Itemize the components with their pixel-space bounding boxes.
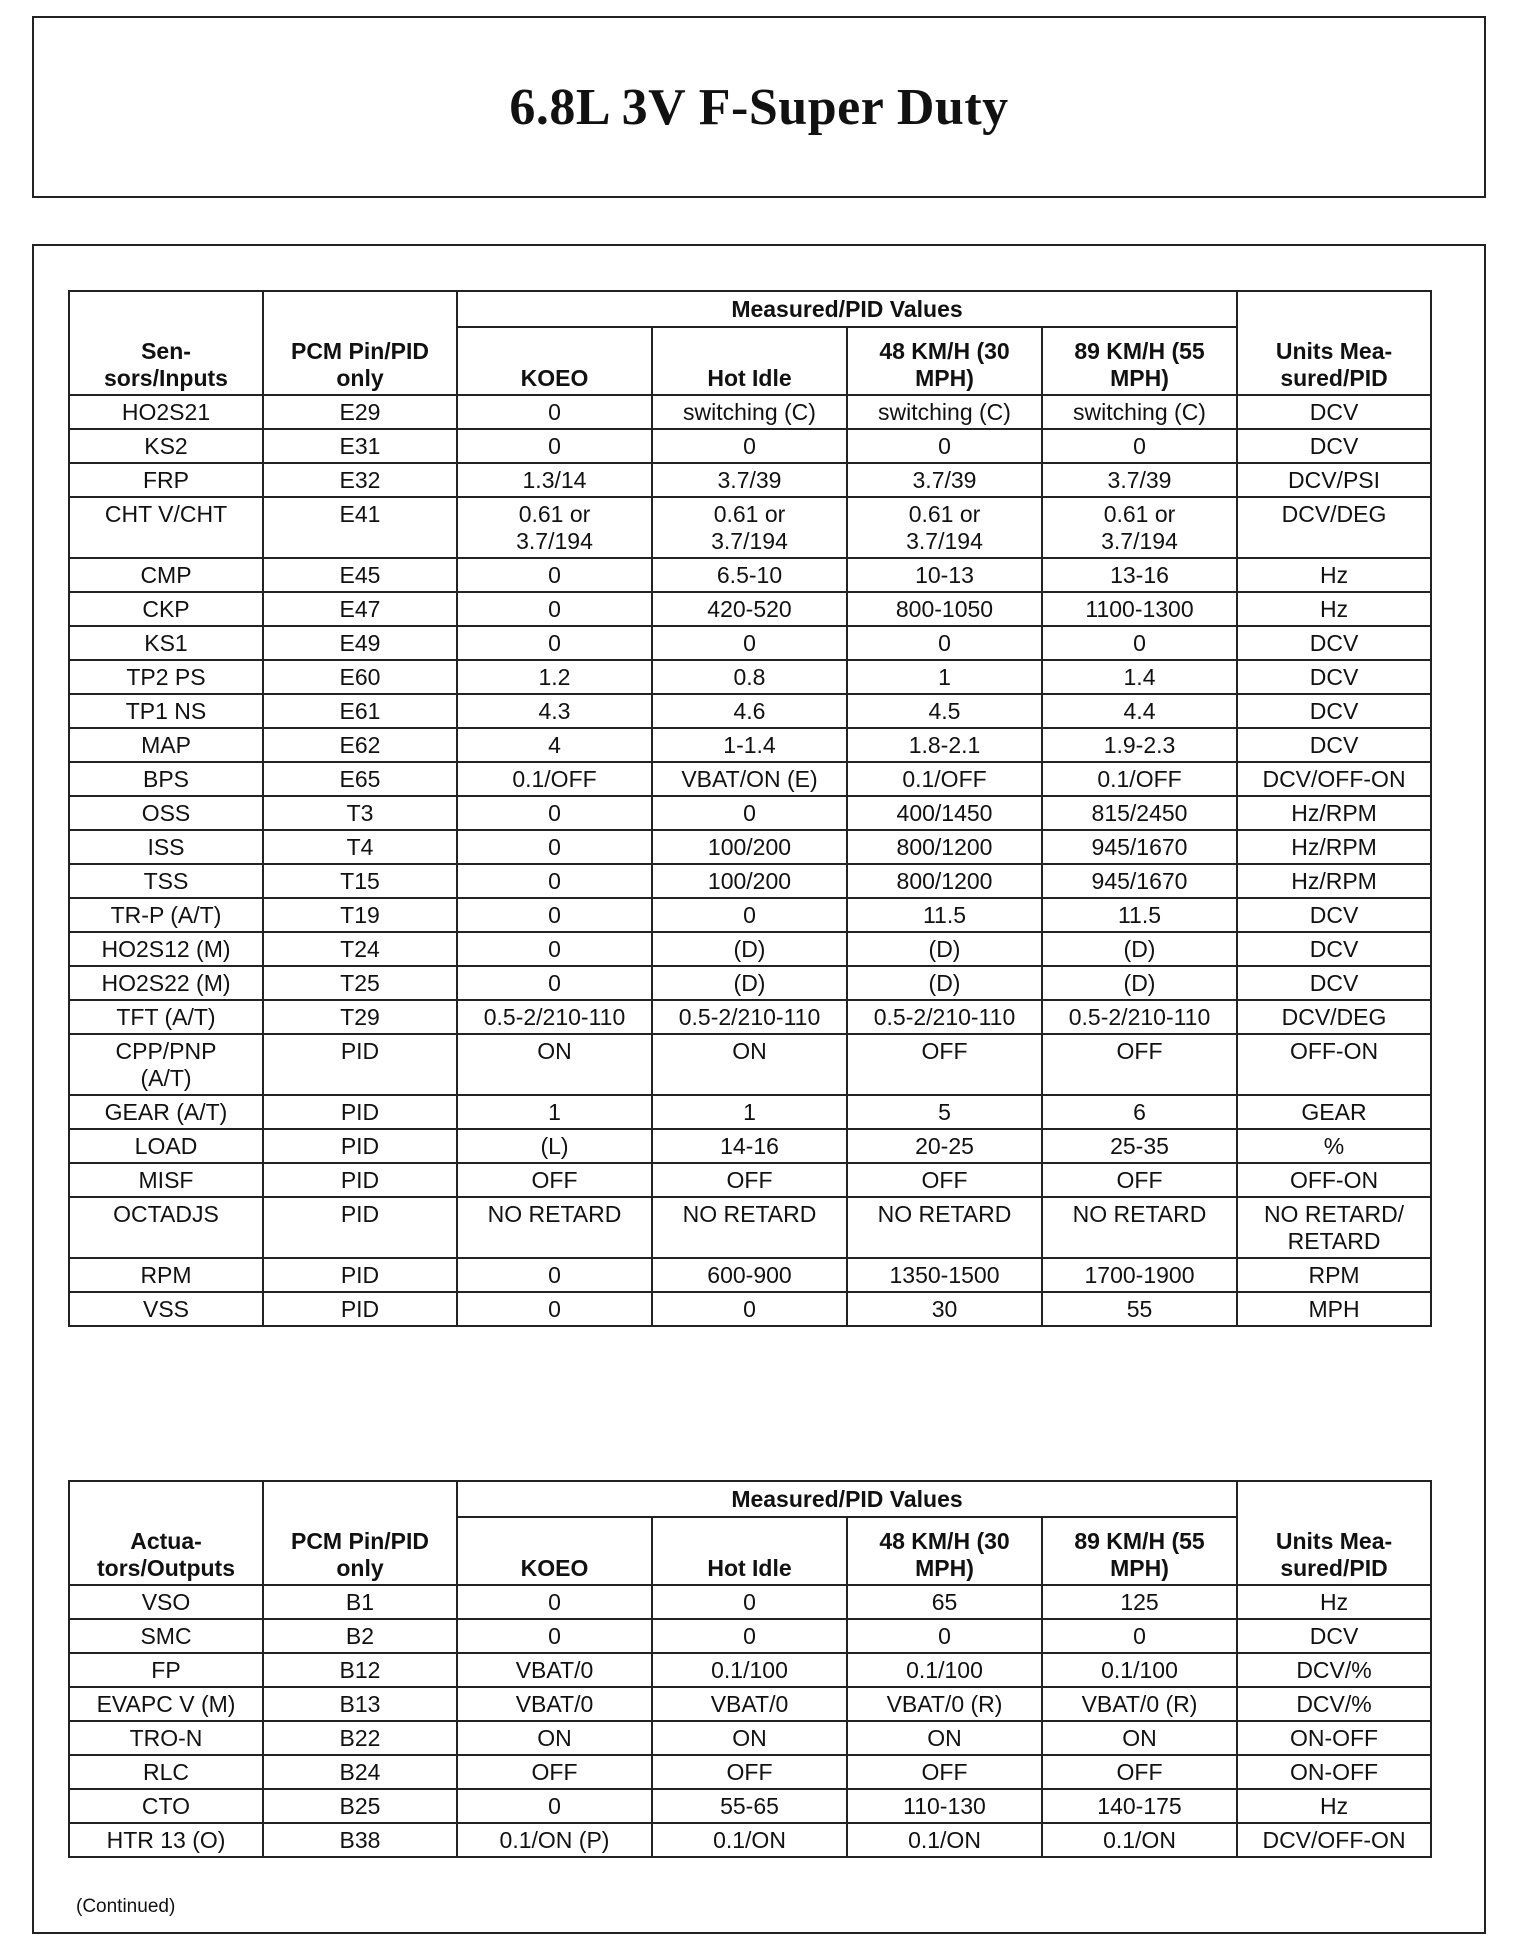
cell-hot-idle: 0.8	[652, 660, 847, 694]
cell-units: DCV	[1237, 626, 1431, 660]
cell-label: RLC	[69, 1755, 263, 1789]
cell-48kmh: 0.1/ON	[847, 1823, 1042, 1857]
cell-pcm-pin: B12	[263, 1653, 457, 1687]
cell-hot-idle: VBAT/0	[652, 1687, 847, 1721]
table-row	[69, 395, 1431, 429]
cell-89kmh: 815/2450	[1042, 796, 1237, 830]
cell-koeo: (L)	[457, 1129, 652, 1163]
cell-pcm-pin: T15	[263, 864, 457, 898]
cell-89kmh: 1700-1900	[1042, 1258, 1237, 1292]
cell-89kmh: 11.5	[1042, 898, 1237, 932]
cell-hot-idle: 0.61 or 3.7/194	[652, 497, 847, 558]
cell-48kmh: 0.61 or 3.7/194	[847, 497, 1042, 558]
cell-89kmh: 1.4	[1042, 660, 1237, 694]
cell-koeo: 1	[457, 1095, 652, 1129]
cell-label: KS2	[69, 429, 263, 463]
table-row	[69, 728, 1431, 762]
cell-48kmh: (D)	[847, 966, 1042, 1000]
table-row	[69, 1197, 1431, 1258]
cell-89kmh: VBAT/0 (R)	[1042, 1687, 1237, 1721]
cell-pcm-pin: E47	[263, 592, 457, 626]
cell-48kmh: 65	[847, 1585, 1042, 1619]
cell-48kmh: 0.1/100	[847, 1653, 1042, 1687]
cell-89kmh: OFF	[1042, 1755, 1237, 1789]
cell-koeo: ON	[457, 1721, 652, 1755]
cell-units: DCV	[1237, 694, 1431, 728]
cell-89kmh: 0.5-2/210-110	[1042, 1000, 1237, 1034]
cell-hot-idle: 0	[652, 626, 847, 660]
cell-pcm-pin: B24	[263, 1755, 457, 1789]
cell-48kmh: 1.8-2.1	[847, 728, 1042, 762]
table-row	[69, 463, 1431, 497]
table-row	[69, 1653, 1431, 1687]
cell-koeo: 0	[457, 830, 652, 864]
cell-units: DCV	[1237, 728, 1431, 762]
cell-hot-idle: OFF	[652, 1755, 847, 1789]
table-row	[69, 1258, 1431, 1292]
cell-48kmh: 20-25	[847, 1129, 1042, 1163]
table-row	[69, 1163, 1431, 1197]
cell-hot-idle: 1	[652, 1095, 847, 1129]
cell-units: MPH	[1237, 1292, 1431, 1326]
cell-pcm-pin: B1	[263, 1585, 457, 1619]
cell-label: TR-P (A/T)	[69, 898, 263, 932]
cell-48kmh: VBAT/0 (R)	[847, 1687, 1042, 1721]
cell-hot-idle: switching (C)	[652, 395, 847, 429]
table-row	[69, 1585, 1431, 1619]
cell-hot-idle: (D)	[652, 932, 847, 966]
cell-pcm-pin: E61	[263, 694, 457, 728]
cell-89kmh: 0	[1042, 626, 1237, 660]
cell-pcm-pin: T3	[263, 796, 457, 830]
cell-pcm-pin: E49	[263, 626, 457, 660]
table-row	[69, 1823, 1431, 1857]
cell-89kmh: NO RETARD	[1042, 1197, 1237, 1258]
cell-label: LOAD	[69, 1129, 263, 1163]
cell-label: TP2 PS	[69, 660, 263, 694]
cell-hot-idle: NO RETARD	[652, 1197, 847, 1258]
cell-48kmh: 3.7/39	[847, 463, 1042, 497]
tables-frame	[32, 244, 1486, 1934]
column-header-koeo: KOEO	[457, 1517, 652, 1585]
cell-units: ON-OFF	[1237, 1721, 1431, 1755]
cell-89kmh: 55	[1042, 1292, 1237, 1326]
table-row	[69, 1755, 1431, 1789]
cell-pcm-pin: PID	[263, 1292, 457, 1326]
cell-koeo: 0.5-2/210-110	[457, 1000, 652, 1034]
cell-units: Hz	[1237, 1585, 1431, 1619]
table-row	[69, 592, 1431, 626]
table-row	[69, 796, 1431, 830]
continued-note: (Continued)	[76, 1896, 176, 1917]
cell-label: HO2S22 (M)	[69, 966, 263, 1000]
cell-koeo: 0	[457, 864, 652, 898]
cell-hot-idle: OFF	[652, 1163, 847, 1197]
cell-label: TP1 NS	[69, 694, 263, 728]
cell-label: SMC	[69, 1619, 263, 1653]
cell-units: DCV	[1237, 395, 1431, 429]
cell-hot-idle: 0	[652, 796, 847, 830]
cell-hot-idle: 0.1/ON	[652, 1823, 847, 1857]
cell-label: OCTADJS	[69, 1197, 263, 1258]
cell-koeo: VBAT/0	[457, 1653, 652, 1687]
cell-koeo: 0	[457, 429, 652, 463]
cell-89kmh: 3.7/39	[1042, 463, 1237, 497]
cell-koeo: 0	[457, 395, 652, 429]
cell-89kmh: 1.9-2.3	[1042, 728, 1237, 762]
table-row	[69, 1095, 1431, 1129]
cell-units: NO RETARD/ RETARD	[1237, 1197, 1431, 1258]
cell-48kmh: OFF	[847, 1034, 1042, 1095]
table-row	[69, 830, 1431, 864]
cell-label: CHT V/CHT	[69, 497, 263, 558]
cell-pcm-pin: E45	[263, 558, 457, 592]
cell-hot-idle: 3.7/39	[652, 463, 847, 497]
cell-hot-idle: 0	[652, 898, 847, 932]
cell-pcm-pin: PID	[263, 1163, 457, 1197]
cell-pcm-pin: PID	[263, 1258, 457, 1292]
cell-koeo: 0	[457, 796, 652, 830]
cell-units: DCV	[1237, 898, 1431, 932]
cell-pcm-pin: B25	[263, 1789, 457, 1823]
cell-pcm-pin: E31	[263, 429, 457, 463]
cell-units: DCV	[1237, 932, 1431, 966]
cell-koeo: NO RETARD	[457, 1197, 652, 1258]
cell-89kmh: 6	[1042, 1095, 1237, 1129]
cell-pcm-pin: T24	[263, 932, 457, 966]
cell-koeo: OFF	[457, 1755, 652, 1789]
cell-hot-idle: 0	[652, 1292, 847, 1326]
cell-units: DCV/%	[1237, 1687, 1431, 1721]
cell-label: OSS	[69, 796, 263, 830]
cell-koeo: 0	[457, 592, 652, 626]
cell-units: OFF-ON	[1237, 1034, 1431, 1095]
cell-hot-idle: 0	[652, 1585, 847, 1619]
cell-koeo: 0	[457, 898, 652, 932]
column-header-actuators: Actua- tors/Outputs	[69, 1481, 263, 1585]
cell-units: Hz	[1237, 1789, 1431, 1823]
table-row	[69, 429, 1431, 463]
cell-pcm-pin: PID	[263, 1095, 457, 1129]
cell-89kmh: 945/1670	[1042, 864, 1237, 898]
cell-89kmh: 125	[1042, 1585, 1237, 1619]
cell-hot-idle: 420-520	[652, 592, 847, 626]
column-group-measured-values: Measured/PID Values	[457, 1481, 1237, 1517]
cell-48kmh: 110-130	[847, 1789, 1042, 1823]
cell-89kmh: switching (C)	[1042, 395, 1237, 429]
cell-48kmh: 5	[847, 1095, 1042, 1129]
cell-pcm-pin: B13	[263, 1687, 457, 1721]
cell-units: DCV	[1237, 966, 1431, 1000]
cell-89kmh: 0.1/100	[1042, 1653, 1237, 1687]
cell-pcm-pin: T4	[263, 830, 457, 864]
cell-koeo: ON	[457, 1034, 652, 1095]
cell-hot-idle: 6.5-10	[652, 558, 847, 592]
cell-48kmh: ON	[847, 1721, 1042, 1755]
cell-48kmh: switching (C)	[847, 395, 1042, 429]
page-title: 6.8L 3V F-Super Duty	[509, 78, 1009, 136]
cell-label: CKP	[69, 592, 263, 626]
column-header-units: Units Mea- sured/PID	[1237, 291, 1431, 395]
cell-pcm-pin: E62	[263, 728, 457, 762]
cell-units: DCV	[1237, 429, 1431, 463]
table-row	[69, 558, 1431, 592]
cell-hot-idle: 100/200	[652, 830, 847, 864]
column-header-pcm-pin: PCM Pin/PID only	[263, 1481, 457, 1585]
cell-koeo: 4.3	[457, 694, 652, 728]
cell-hot-idle: ON	[652, 1721, 847, 1755]
cell-hot-idle: 14-16	[652, 1129, 847, 1163]
cell-koeo: 0	[457, 626, 652, 660]
cell-48kmh: (D)	[847, 932, 1042, 966]
table-row	[69, 626, 1431, 660]
cell-hot-idle: 4.6	[652, 694, 847, 728]
cell-48kmh: OFF	[847, 1755, 1042, 1789]
cell-48kmh: 0	[847, 1619, 1042, 1653]
cell-48kmh: 10-13	[847, 558, 1042, 592]
cell-48kmh: 0	[847, 429, 1042, 463]
table-row	[69, 1292, 1431, 1326]
cell-label: EVAPC V (M)	[69, 1687, 263, 1721]
table-row	[69, 660, 1431, 694]
cell-units: DCV/OFF-ON	[1237, 762, 1431, 796]
cell-48kmh: 400/1450	[847, 796, 1042, 830]
cell-label: HO2S12 (M)	[69, 932, 263, 966]
cell-units: OFF-ON	[1237, 1163, 1431, 1197]
cell-units: Hz/RPM	[1237, 864, 1431, 898]
cell-hot-idle: 100/200	[652, 864, 847, 898]
column-group-measured-values: Measured/PID Values	[457, 291, 1237, 327]
column-header-koeo: KOEO	[457, 327, 652, 395]
sensors-table	[68, 290, 1432, 1327]
cell-label: BPS	[69, 762, 263, 796]
actuators-table	[68, 1480, 1432, 1858]
cell-hot-idle: 600-900	[652, 1258, 847, 1292]
cell-label: MISF	[69, 1163, 263, 1197]
cell-label: HTR 13 (O)	[69, 1823, 263, 1857]
cell-89kmh: 140-175	[1042, 1789, 1237, 1823]
column-header-pcm-pin: PCM Pin/PID only	[263, 291, 457, 395]
table-row	[69, 1721, 1431, 1755]
cell-label: FP	[69, 1653, 263, 1687]
cell-label: CTO	[69, 1789, 263, 1823]
cell-48kmh: OFF	[847, 1163, 1042, 1197]
cell-pcm-pin: T19	[263, 898, 457, 932]
cell-hot-idle: 55-65	[652, 1789, 847, 1823]
table-row	[69, 1789, 1431, 1823]
cell-89kmh: 4.4	[1042, 694, 1237, 728]
cell-units: DCV/OFF-ON	[1237, 1823, 1431, 1857]
cell-89kmh: 0	[1042, 1619, 1237, 1653]
cell-pcm-pin: E65	[263, 762, 457, 796]
cell-units: Hz/RPM	[1237, 796, 1431, 830]
cell-48kmh: 1	[847, 660, 1042, 694]
cell-label: KS1	[69, 626, 263, 660]
cell-89kmh: 13-16	[1042, 558, 1237, 592]
cell-label: RPM	[69, 1258, 263, 1292]
cell-koeo: 0	[457, 1619, 652, 1653]
title-box	[32, 16, 1486, 198]
cell-pcm-pin: T29	[263, 1000, 457, 1034]
table-row	[69, 932, 1431, 966]
cell-units: Hz	[1237, 592, 1431, 626]
actuators-body	[69, 1585, 1431, 1857]
column-header-hot-idle: Hot Idle	[652, 1517, 847, 1585]
cell-koeo: 0	[457, 1789, 652, 1823]
table-row	[69, 762, 1431, 796]
cell-label: VSS	[69, 1292, 263, 1326]
cell-koeo: 0.1/ON (P)	[457, 1823, 652, 1857]
cell-48kmh: 0.1/OFF	[847, 762, 1042, 796]
cell-units: GEAR	[1237, 1095, 1431, 1129]
table-row	[69, 497, 1431, 558]
cell-89kmh: 0.1/ON	[1042, 1823, 1237, 1857]
cell-koeo: 0	[457, 966, 652, 1000]
table-row	[69, 898, 1431, 932]
table-row	[69, 1000, 1431, 1034]
cell-89kmh: 0.1/OFF	[1042, 762, 1237, 796]
cell-89kmh: ON	[1042, 1721, 1237, 1755]
cell-units: DCV/DEG	[1237, 1000, 1431, 1034]
cell-pcm-pin: PID	[263, 1034, 457, 1095]
column-header-89kmh: 89 KM/H (55 MPH)	[1042, 327, 1237, 395]
cell-89kmh: (D)	[1042, 966, 1237, 1000]
cell-label: MAP	[69, 728, 263, 762]
table-row	[69, 966, 1431, 1000]
table-row	[69, 1129, 1431, 1163]
cell-48kmh: 11.5	[847, 898, 1042, 932]
cell-pcm-pin: PID	[263, 1129, 457, 1163]
cell-label: TFT (A/T)	[69, 1000, 263, 1034]
table-row	[69, 864, 1431, 898]
cell-units: DCV/%	[1237, 1653, 1431, 1687]
cell-hot-idle: VBAT/ON (E)	[652, 762, 847, 796]
table-row	[69, 1034, 1431, 1095]
cell-koeo: 4	[457, 728, 652, 762]
cell-koeo: OFF	[457, 1163, 652, 1197]
cell-hot-idle: 0	[652, 1619, 847, 1653]
table-row	[69, 1687, 1431, 1721]
cell-label: TSS	[69, 864, 263, 898]
column-header-sensors: Sen- sors/Inputs	[69, 291, 263, 395]
cell-units: DCV	[1237, 660, 1431, 694]
cell-48kmh: 800/1200	[847, 830, 1042, 864]
cell-89kmh: OFF	[1042, 1163, 1237, 1197]
cell-koeo: 0	[457, 932, 652, 966]
cell-koeo: 0.61 or 3.7/194	[457, 497, 652, 558]
column-header-hot-idle: Hot Idle	[652, 327, 847, 395]
cell-hot-idle: 0	[652, 429, 847, 463]
cell-hot-idle: 0.5-2/210-110	[652, 1000, 847, 1034]
column-header-48kmh: 48 KM/H (30 MPH)	[847, 1517, 1042, 1585]
cell-89kmh: 1100-1300	[1042, 592, 1237, 626]
cell-pcm-pin: E41	[263, 497, 457, 558]
cell-label: TRO-N	[69, 1721, 263, 1755]
cell-label: HO2S21	[69, 395, 263, 429]
cell-48kmh: 800-1050	[847, 592, 1042, 626]
cell-units: DCV	[1237, 1619, 1431, 1653]
cell-label: ISS	[69, 830, 263, 864]
cell-pcm-pin: E60	[263, 660, 457, 694]
cell-89kmh: 945/1670	[1042, 830, 1237, 864]
cell-koeo: 1.3/14	[457, 463, 652, 497]
cell-koeo: VBAT/0	[457, 1687, 652, 1721]
column-header-48kmh: 48 KM/H (30 MPH)	[847, 327, 1042, 395]
cell-koeo: 0.1/OFF	[457, 762, 652, 796]
cell-units: Hz/RPM	[1237, 830, 1431, 864]
cell-label: CPP/PNP (A/T)	[69, 1034, 263, 1095]
table-row	[69, 1619, 1431, 1653]
cell-48kmh: 30	[847, 1292, 1042, 1326]
cell-48kmh: NO RETARD	[847, 1197, 1042, 1258]
cell-48kmh: 4.5	[847, 694, 1042, 728]
cell-label: GEAR (A/T)	[69, 1095, 263, 1129]
cell-hot-idle: (D)	[652, 966, 847, 1000]
cell-koeo: 0	[457, 558, 652, 592]
cell-koeo: 1.2	[457, 660, 652, 694]
cell-units: RPM	[1237, 1258, 1431, 1292]
cell-koeo: 0	[457, 1585, 652, 1619]
cell-label: CMP	[69, 558, 263, 592]
cell-pcm-pin: E29	[263, 395, 457, 429]
cell-pcm-pin: B22	[263, 1721, 457, 1755]
cell-hot-idle: 0.1/100	[652, 1653, 847, 1687]
sensors-body	[69, 395, 1431, 1326]
cell-label: FRP	[69, 463, 263, 497]
cell-pcm-pin: PID	[263, 1197, 457, 1258]
cell-units: DCV/DEG	[1237, 497, 1431, 558]
cell-48kmh: 1350-1500	[847, 1258, 1042, 1292]
cell-89kmh: (D)	[1042, 932, 1237, 966]
cell-hot-idle: ON	[652, 1034, 847, 1095]
cell-89kmh: 0.61 or 3.7/194	[1042, 497, 1237, 558]
table-row	[69, 694, 1431, 728]
cell-koeo: 0	[457, 1292, 652, 1326]
cell-pcm-pin: E32	[263, 463, 457, 497]
cell-89kmh: 0	[1042, 429, 1237, 463]
column-header-units: Units Mea- sured/PID	[1237, 1481, 1431, 1585]
cell-pcm-pin: B2	[263, 1619, 457, 1653]
cell-label: VSO	[69, 1585, 263, 1619]
cell-48kmh: 0.5-2/210-110	[847, 1000, 1042, 1034]
cell-89kmh: 25-35	[1042, 1129, 1237, 1163]
cell-89kmh: OFF	[1042, 1034, 1237, 1095]
cell-pcm-pin: T25	[263, 966, 457, 1000]
cell-pcm-pin: B38	[263, 1823, 457, 1857]
cell-units: DCV/PSI	[1237, 463, 1431, 497]
cell-hot-idle: 1-1.4	[652, 728, 847, 762]
cell-units: %	[1237, 1129, 1431, 1163]
cell-48kmh: 800/1200	[847, 864, 1042, 898]
cell-units: ON-OFF	[1237, 1755, 1431, 1789]
column-header-89kmh: 89 KM/H (55 MPH)	[1042, 1517, 1237, 1585]
cell-koeo: 0	[457, 1258, 652, 1292]
cell-units: Hz	[1237, 558, 1431, 592]
cell-48kmh: 0	[847, 626, 1042, 660]
